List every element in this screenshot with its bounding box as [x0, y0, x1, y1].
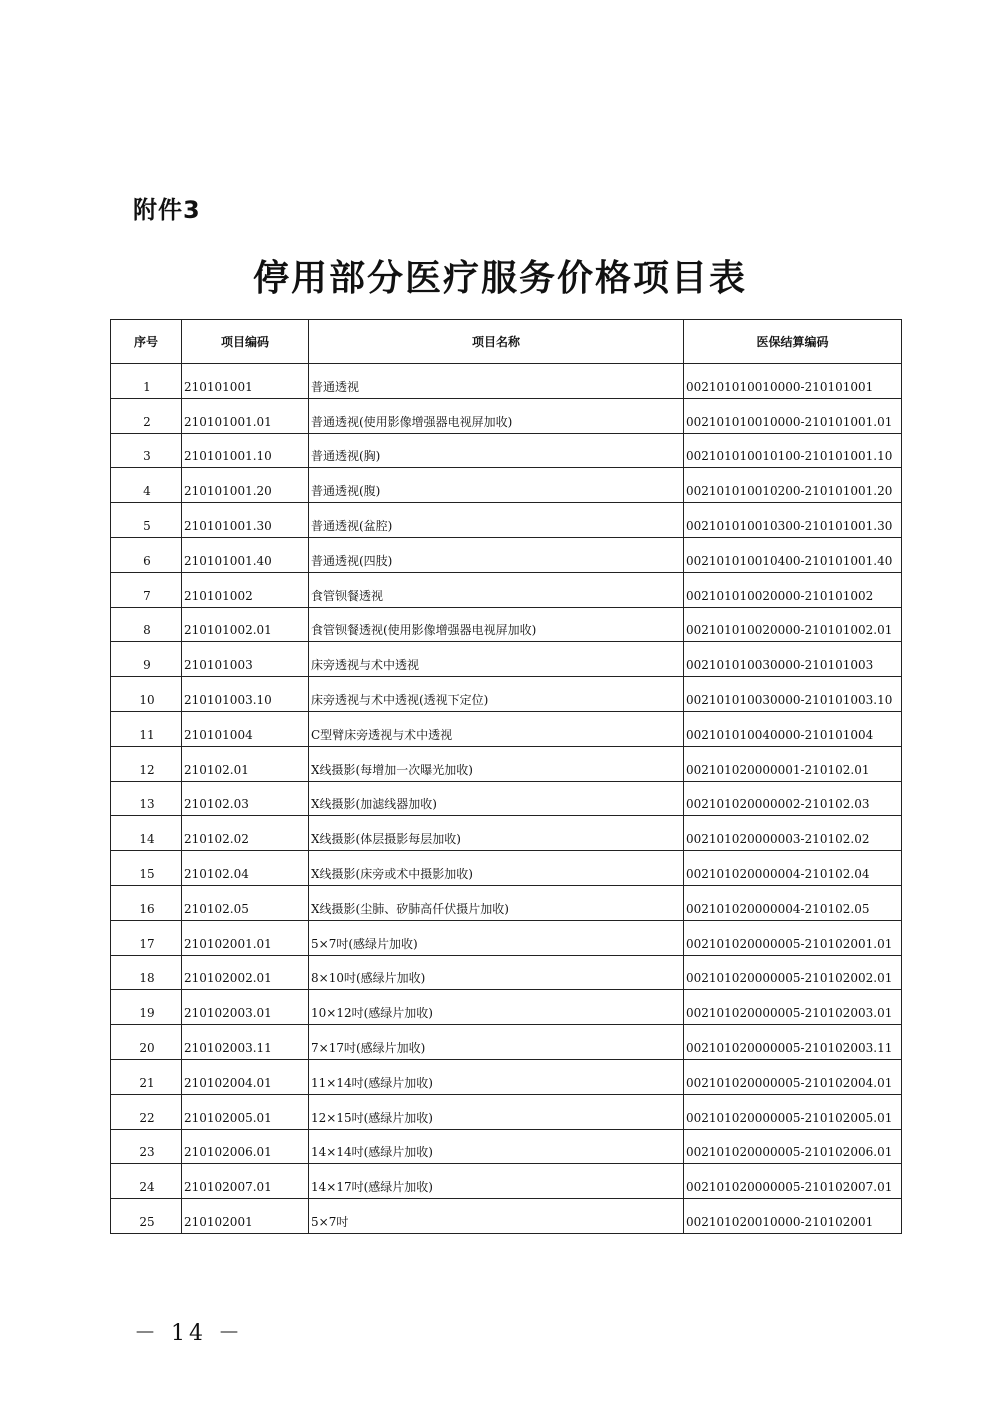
- table-row: [111, 711, 902, 746]
- cell-name: 12×15吋(感绿片加收): [309, 1094, 684, 1129]
- cell-seq: 5: [111, 503, 182, 538]
- cell-code: 210101001.30: [182, 503, 309, 538]
- table-row: [111, 746, 902, 781]
- cell-insurance-code: 002101010020000-210101002: [684, 572, 902, 607]
- table-row: [111, 433, 902, 468]
- cell-code: 210101002.01: [182, 607, 309, 642]
- cell-insurance-code: 002101010010200-210101001.20: [684, 468, 902, 503]
- cell-insurance-code: 002101010030000-210101003.10: [684, 677, 902, 712]
- cell-code: 210101001.10: [182, 433, 309, 468]
- header-seq: 序号: [111, 320, 182, 364]
- cell-name: X线摄影(床旁或术中摄影加收): [309, 851, 684, 886]
- price-items-table: [110, 319, 902, 1234]
- cell-code: 210101004: [182, 711, 309, 746]
- cell-seq: 3: [111, 433, 182, 468]
- cell-seq: 1: [111, 364, 182, 399]
- cell-seq: 15: [111, 851, 182, 886]
- cell-name: 床旁透视与术中透视: [309, 642, 684, 677]
- cell-name: C型臂床旁透视与术中透视: [309, 711, 684, 746]
- table-row: [111, 364, 902, 399]
- table-row: [111, 1025, 902, 1060]
- cell-seq: 8: [111, 607, 182, 642]
- cell-insurance-code: 002101010010000-210101001: [684, 364, 902, 399]
- cell-seq: 7: [111, 572, 182, 607]
- cell-insurance-code: 002101020000005-210102003.11: [684, 1025, 902, 1060]
- cell-insurance-code: 002101010030000-210101003: [684, 642, 902, 677]
- cell-insurance-code: 002101010020000-210101002.01: [684, 607, 902, 642]
- cell-insurance-code: 002101020000004-210102.04: [684, 851, 902, 886]
- cell-seq: 14: [111, 816, 182, 851]
- cell-insurance-code: 002101010010400-210101001.40: [684, 537, 902, 572]
- cell-name: 5×7吋: [309, 1199, 684, 1234]
- header-insurance-code: 医保结算编码: [684, 320, 902, 364]
- cell-name: 14×17吋(感绿片加收): [309, 1164, 684, 1199]
- cell-insurance-code: 002101010010100-210101001.10: [684, 433, 902, 468]
- cell-code: 210101001: [182, 364, 309, 399]
- cell-code: 210102001: [182, 1199, 309, 1234]
- cell-name: 普通透视: [309, 364, 684, 399]
- cell-seq: 13: [111, 781, 182, 816]
- cell-name: 普通透视(四肢): [309, 537, 684, 572]
- cell-insurance-code: 002101020000005-210102001.01: [684, 920, 902, 955]
- cell-code: 210102005.01: [182, 1094, 309, 1129]
- table-row: [111, 642, 902, 677]
- cell-code: 210102006.01: [182, 1129, 309, 1164]
- cell-name: X线摄影(加滤线器加收): [309, 781, 684, 816]
- cell-insurance-code: 002101020000002-210102.03: [684, 781, 902, 816]
- cell-name: 床旁透视与术中透视(透视下定位): [309, 677, 684, 712]
- cell-code: 210102.02: [182, 816, 309, 851]
- cell-seq: 16: [111, 885, 182, 920]
- cell-insurance-code: 002101020000005-210102004.01: [684, 1059, 902, 1094]
- table-row: [111, 851, 902, 886]
- cell-name: X线摄影(每增加一次曝光加收): [309, 746, 684, 781]
- cell-name: 普通透视(腹): [309, 468, 684, 503]
- cell-code: 210101002: [182, 572, 309, 607]
- table-row: [111, 1129, 902, 1164]
- table-row: [111, 572, 902, 607]
- cell-code: 210102003.11: [182, 1025, 309, 1060]
- cell-name: 普通透视(盆腔): [309, 503, 684, 538]
- cell-seq: 4: [111, 468, 182, 503]
- cell-name: 普通透视(使用影像增强器电视屏加收): [309, 398, 684, 433]
- cell-seq: 9: [111, 642, 182, 677]
- table-row: [111, 468, 902, 503]
- cell-code: 210102004.01: [182, 1059, 309, 1094]
- header-code: 项目编码: [182, 320, 309, 364]
- document-title: 停用部分医疗服务价格项目表: [252, 257, 747, 299]
- cell-seq: 2: [111, 398, 182, 433]
- cell-insurance-code: 002101020000001-210102.01: [684, 746, 902, 781]
- cell-insurance-code: 002101020000004-210102.05: [684, 885, 902, 920]
- cell-seq: 11: [111, 711, 182, 746]
- cell-code: 210101001.20: [182, 468, 309, 503]
- cell-code: 210102.01: [182, 746, 309, 781]
- cell-name: 普通透视(胸): [309, 433, 684, 468]
- table-body: [111, 364, 902, 1234]
- cell-insurance-code: 002101010040000-210101004: [684, 711, 902, 746]
- table-row: [111, 955, 902, 990]
- cell-seq: 21: [111, 1059, 182, 1094]
- header-name: 项目名称: [309, 320, 684, 364]
- cell-seq: 23: [111, 1129, 182, 1164]
- table-row: [111, 1094, 902, 1129]
- table-row: [111, 816, 902, 851]
- table-row: [111, 990, 902, 1025]
- page-number: － 14 －: [134, 1321, 244, 1346]
- cell-name: 食管钡餐透视: [309, 572, 684, 607]
- cell-name: X线摄影(体层摄影每层加收): [309, 816, 684, 851]
- cell-seq: 24: [111, 1164, 182, 1199]
- cell-code: 210102.05: [182, 885, 309, 920]
- table-row: [111, 537, 902, 572]
- cell-insurance-code: 002101020000003-210102.02: [684, 816, 902, 851]
- cell-insurance-code: 002101010010000-210101001.01: [684, 398, 902, 433]
- cell-seq: 17: [111, 920, 182, 955]
- table-row: [111, 398, 902, 433]
- cell-code: 210102001.01: [182, 920, 309, 955]
- cell-insurance-code: 002101020000005-210102007.01: [684, 1164, 902, 1199]
- cell-code: 210101001.40: [182, 537, 309, 572]
- cell-insurance-code: 002101020010000-210102001: [684, 1199, 902, 1234]
- cell-seq: 19: [111, 990, 182, 1025]
- cell-code: 210102007.01: [182, 1164, 309, 1199]
- cell-code: 210102.03: [182, 781, 309, 816]
- table-row: [111, 920, 902, 955]
- table-row: [111, 607, 902, 642]
- cell-code: 210102002.01: [182, 955, 309, 990]
- table-row: [111, 885, 902, 920]
- cell-code: 210101001.01: [182, 398, 309, 433]
- cell-name: 14×14吋(感绿片加收): [309, 1129, 684, 1164]
- cell-insurance-code: 002101020000005-210102003.01: [684, 990, 902, 1025]
- cell-code: 210102003.01: [182, 990, 309, 1025]
- cell-seq: 12: [111, 746, 182, 781]
- table-row: [111, 503, 902, 538]
- cell-code: 210101003: [182, 642, 309, 677]
- cell-name: X线摄影(尘肺、矽肺高仟伏摄片加收): [309, 885, 684, 920]
- cell-name: 10×12吋(感绿片加收): [309, 990, 684, 1025]
- table-header-row: [111, 320, 902, 364]
- cell-name: 8×10吋(感绿片加收): [309, 955, 684, 990]
- cell-insurance-code: 002101010010300-210101001.30: [684, 503, 902, 538]
- cell-insurance-code: 002101020000005-210102006.01: [684, 1129, 902, 1164]
- table-row: [111, 1164, 902, 1199]
- cell-code: 210101003.10: [182, 677, 309, 712]
- cell-insurance-code: 002101020000005-210102002.01: [684, 955, 902, 990]
- cell-name: 食管钡餐透视(使用影像增强器电视屏加收): [309, 607, 684, 642]
- table-row: [111, 1059, 902, 1094]
- cell-name: 5×7吋(感绿片加收): [309, 920, 684, 955]
- cell-seq: 22: [111, 1094, 182, 1129]
- cell-seq: 10: [111, 677, 182, 712]
- table-row: [111, 1199, 902, 1234]
- cell-insurance-code: 002101020000005-210102005.01: [684, 1094, 902, 1129]
- cell-seq: 6: [111, 537, 182, 572]
- table-row: [111, 781, 902, 816]
- cell-name: 11×14吋(感绿片加收): [309, 1059, 684, 1094]
- cell-seq: 25: [111, 1199, 182, 1234]
- table-row: [111, 677, 902, 712]
- cell-seq: 18: [111, 955, 182, 990]
- cell-name: 7×17吋(感绿片加收): [309, 1025, 684, 1060]
- cell-seq: 20: [111, 1025, 182, 1060]
- cell-code: 210102.04: [182, 851, 309, 886]
- attachment-label: 附件3: [133, 196, 201, 224]
